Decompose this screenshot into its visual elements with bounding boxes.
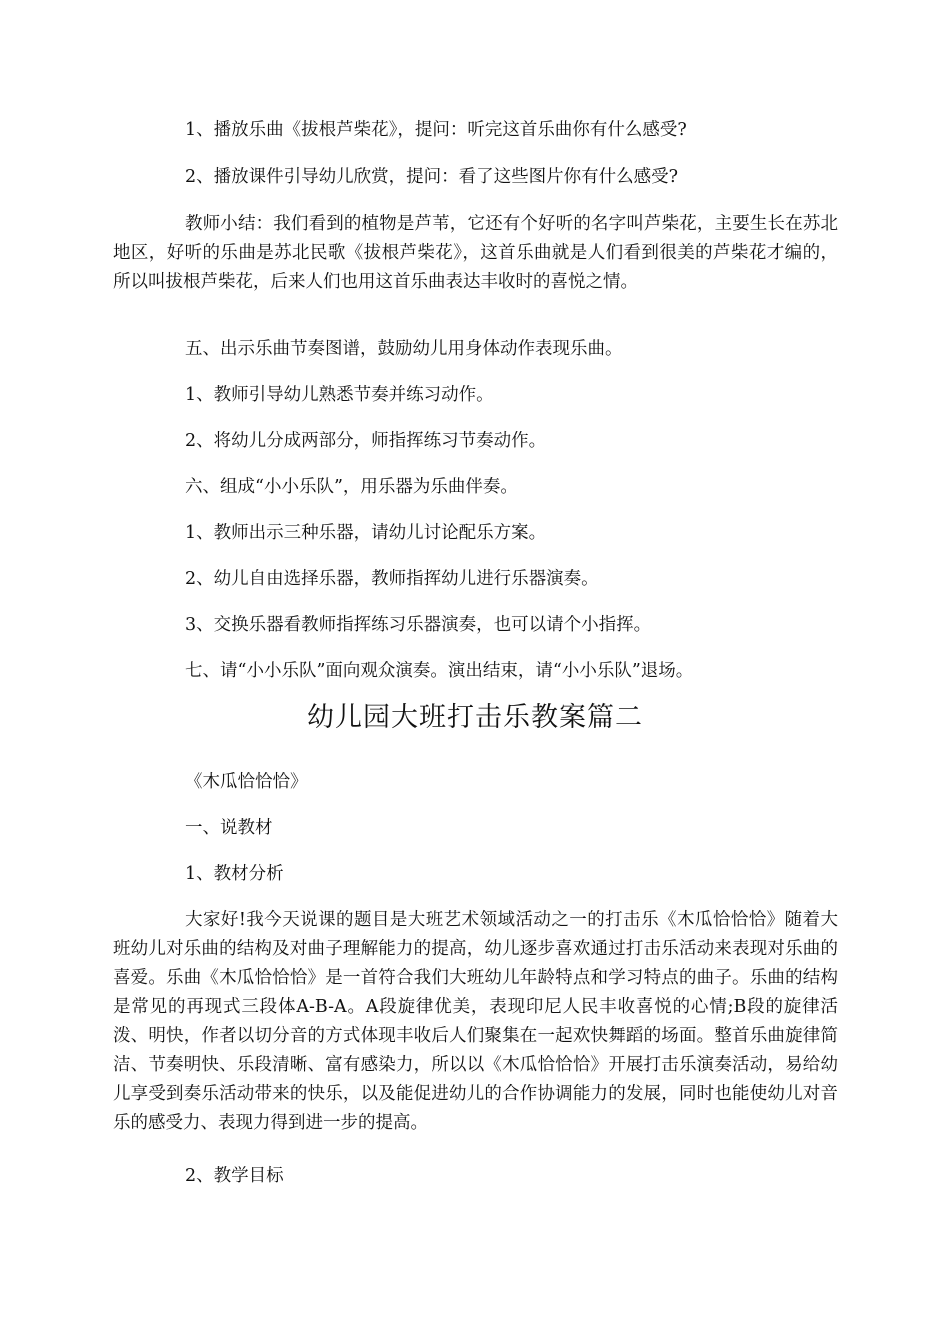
section-five-step-1: 1、教师引导幼儿熟悉节奏并练习动作。	[185, 385, 494, 405]
section-six-step-2: 2、幼儿自由选择乐器，教师指挥幼儿进行乐器演奏。	[185, 569, 599, 589]
section-five-heading: 五、出示乐曲节奏图谱，鼓励幼儿用身体动作表现乐曲。	[185, 339, 623, 359]
step-1-play-music: 1、播放乐曲《拔根芦柴花》，提问：听完这首乐曲你有什么感受?	[185, 120, 687, 140]
part-one-heading: 一、说教材	[185, 818, 273, 838]
step-2-play-courseware: 2、播放课件引导幼儿欣赏，提问：看了这些图片你有什么感受?	[185, 167, 679, 187]
section-title: 幼儿园大班打击乐教案篇二	[307, 702, 643, 733]
section-six-step-3: 3、交换乐器看教师指挥练习乐器演奏，也可以请个小指挥。	[185, 615, 652, 635]
section-six-heading: 六、组成“小小乐队”，用乐器为乐曲伴奏。	[185, 477, 518, 497]
song-title: 《木瓜恰恰恰》	[185, 772, 308, 792]
section-five-step-2: 2、将幼儿分成两部分，师指挥练习节奏动作。	[185, 431, 547, 451]
material-analysis-body: 大家好!我今天说课的题目是大班艺术领域活动之一的打击乐《木瓜恰恰恰》随着大班幼儿对乐曲的结构及对曲子理解能力的提高，幼儿逐步喜欢通过打击乐活动来表现对乐曲的喜爱。乐曲《木瓜恰恰恰》是一首符合我们大班幼儿年龄特点和学习特点的曲子。乐曲的结构是常见的再现式三段体A-B-A。A段旋律优美，表现印尼人民丰收喜悦的心情;B段的旋律活泼、明快，作者以切分音的方式体现丰收后人们聚集在一起欢快舞蹈的场面。整首乐曲旋律简洁、节奏明快、乐段清晰、富有感染力，所以以《木瓜恰恰恰》开展打击乐演奏活动，易给幼儿享受到奏乐活动带来的快乐，以及能促进幼儿的合作协调能力的发展，同时也能使幼儿对音乐的感受力、表现力得到进一步的提高。	[113, 910, 838, 1133]
material-analysis-heading: 1、教材分析	[185, 864, 284, 884]
section-seven-heading: 七、请“小小乐队”面向观众演奏。演出结束，请“小小乐队”退场。	[185, 661, 694, 681]
teaching-goals-heading: 2、教学目标	[185, 1166, 284, 1186]
section-six-step-1: 1、教师出示三种乐器，请幼儿讨论配乐方案。	[185, 523, 547, 543]
teacher-summary: 教师小结：我们看到的植物是芦苇，它还有个好听的名字叫芦柴花，主要生长在苏北地区，好听的乐曲是苏北民歌《拔根芦柴花》，这首乐曲就是人们看到很美的芦柴花才编的，所以叫拔根芦柴花，后来人们也用这首乐曲表达丰收时的喜悦之情。	[113, 214, 838, 292]
